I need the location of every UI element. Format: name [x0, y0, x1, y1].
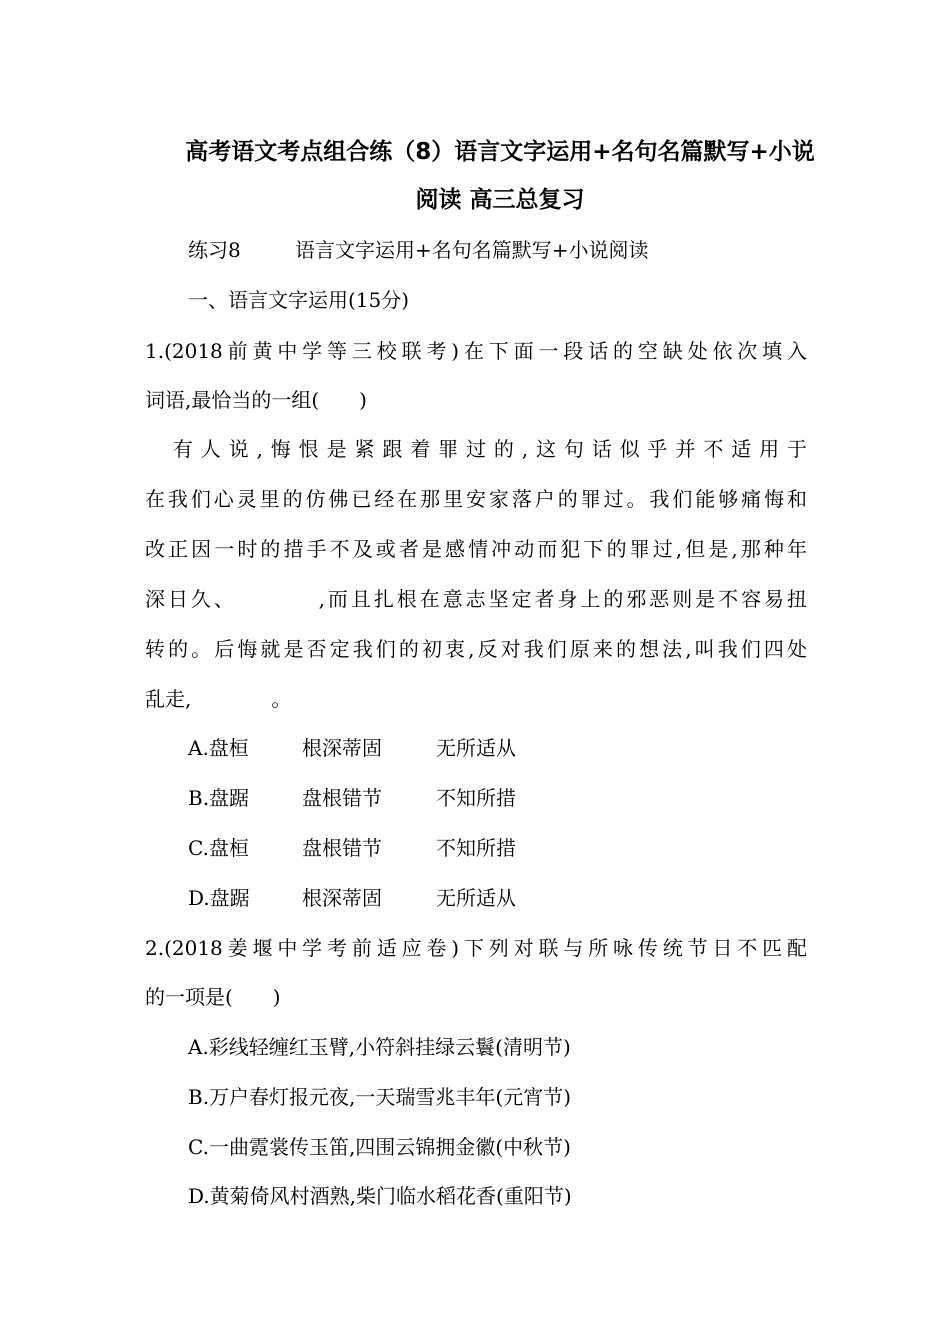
passage-line-1: 有人说,悔恨是紧跟着罪过的,这句话似乎并不适用于: [145, 437, 807, 461]
option-b-word-3: 不知所措: [436, 786, 516, 810]
question-2-option-b: B.万户春灯报元夜,一天瑞雪兆丰年(元宵节): [188, 1085, 572, 1109]
option-d-word-1: D.盘踞: [188, 886, 250, 910]
option-d-word-2: 根深蒂固: [302, 886, 382, 910]
option-c-word-1: C.盘桓: [188, 836, 249, 860]
section-heading: 一、语言文字运用(15分): [188, 288, 410, 312]
passage-line-6: 乱走, 。: [145, 687, 292, 711]
practice-topic: 语言文字运用+名句名篇默写+小说阅读: [295, 238, 649, 262]
option-a-word-1: A.盘桓: [188, 736, 249, 760]
option-a-word-3: 无所适从: [436, 736, 516, 760]
option-c-word-3: 不知所措: [436, 836, 516, 860]
option-d-word-3: 无所适从: [436, 886, 516, 910]
passage-line-4: 深日久、 ,而且扎根在意志坚定者身上的邪恶则是不容易扭: [145, 587, 807, 611]
passage-line-3: 改正因一时的措手不及或者是感情冲动而犯下的罪过,但是,那种年: [145, 537, 807, 561]
question-1-stem-line-2: 词语,最恰当的一组( ): [145, 388, 367, 412]
document-title-line-2: 阅读 高三总复习: [415, 187, 585, 213]
question-2-option-c: C.一曲霓裳传玉笛,四围云锦拥金徽(中秋节): [188, 1135, 571, 1159]
passage-line-5: 转的。后悔就是否定我们的初衷,反对我们原来的想法,叫我们四处: [145, 637, 807, 661]
option-c-word-2: 盘根错节: [302, 836, 382, 860]
question-1-stem-line-1: 1.(2018前黄中学等三校联考)在下面一段话的空缺处依次填入: [145, 339, 807, 363]
option-b-word-1: B.盘踞: [188, 786, 250, 810]
practice-label: 练习8: [188, 238, 241, 262]
question-2-option-a: A.彩线轻缠红玉臂,小符斜挂绿云鬟(清明节): [188, 1035, 571, 1059]
document-title-line-1: 高考语文考点组合练（8）语言文字运用+名句名篇默写+小说: [185, 139, 815, 165]
question-2-stem-line-1: 2.(2018姜堰中学考前适应卷)下列对联与所咏传统节日不匹配: [145, 936, 807, 960]
question-2-stem-line-2: 的一项是( ): [145, 985, 281, 1009]
option-b-word-2: 盘根错节: [302, 786, 382, 810]
option-a-word-2: 根深蒂固: [302, 736, 382, 760]
passage-line-2: 在我们心灵里的仿佛已经在那里安家落户的罪过。我们能够痛悔和: [145, 487, 807, 511]
question-2-option-d: D.黄菊倚风村酒熟,柴门临水稻花香(重阳节): [188, 1184, 572, 1208]
